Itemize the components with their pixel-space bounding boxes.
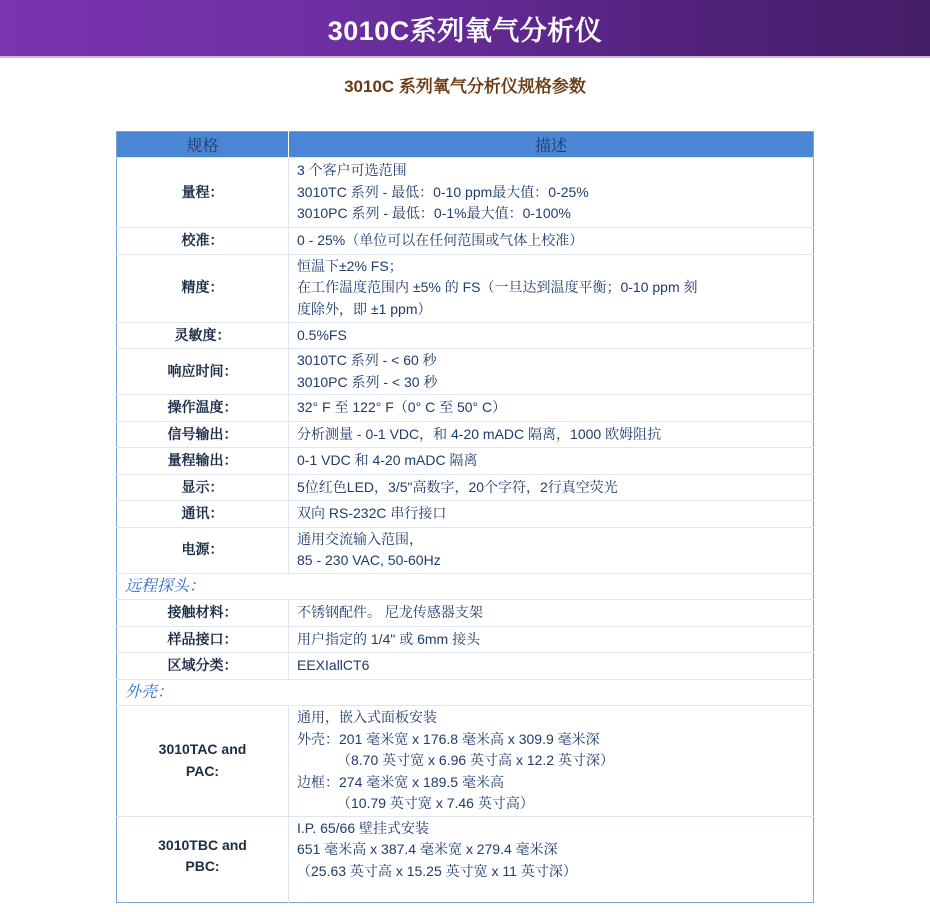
row-value <box>289 653 814 680</box>
table-row <box>117 254 814 322</box>
row-label: 操作温度： <box>117 395 289 422</box>
row-value <box>289 448 814 475</box>
page-title: 3010C系列氧气分析仪 <box>327 15 603 46</box>
header-description: 描述 <box>289 132 814 158</box>
value-line: 通用交流输入范围， <box>297 530 423 547</box>
value-line: 在工作温度范围内 ±5% 的 FS（一旦达到温度平衡；0-10 ppm 刻 <box>297 279 698 296</box>
value-line: 85 - 230 VAC, 50-60Hz <box>297 552 441 568</box>
value-line: 0 - 25%（单位可以在任何范围或气体上校准） <box>297 232 584 248</box>
row-value <box>289 395 814 422</box>
table-row <box>117 501 814 528</box>
row-value <box>289 501 814 528</box>
table-row <box>117 158 814 228</box>
section-row-enclosure <box>117 679 814 706</box>
value-line: 用户指定的 1/4" 或 6mm 接头 <box>297 630 481 647</box>
value-line: 3010PC 系列 - < 30 秒 <box>297 373 438 390</box>
value-line: 5位红色LED，3/5"高数字，20个字符，2行真空荧光 <box>297 478 618 495</box>
label-line: 3010TAC and <box>158 741 247 758</box>
row-label <box>117 706 289 817</box>
value-line: 0-1 VDC 和 4-20 mADC 隔离 <box>297 452 478 468</box>
row-label: 响应时间： <box>117 349 289 395</box>
row-value <box>289 322 814 349</box>
value-line: 3 个客户可选范围 <box>297 162 407 179</box>
table-row <box>117 322 814 349</box>
value-line: 双向 RS-232C 串行接口 <box>297 505 447 521</box>
label-line: 3010TBC and <box>158 836 247 853</box>
row-value <box>289 527 814 573</box>
value-line: 0.5%FS <box>297 326 347 343</box>
value-line: （25.63 英寸高 x 15.25 英寸宽 x 11 英寸深） <box>297 862 577 879</box>
row-value <box>289 706 814 817</box>
row-label <box>117 816 289 902</box>
title-banner <box>0 0 930 58</box>
spec-table <box>116 131 814 903</box>
table-row <box>117 349 814 395</box>
table-row <box>117 421 814 448</box>
row-value <box>289 349 814 395</box>
row-label: 通讯： <box>117 501 289 528</box>
spec-subtitle: 3010C 系列氧气分析仪规格参数 <box>344 77 586 96</box>
label-line: PBC: <box>185 858 220 874</box>
header-spec: 规格 <box>117 132 289 158</box>
row-label: 区域分类： <box>117 653 289 680</box>
section-heading: 远程探头： <box>117 573 814 600</box>
row-label: 灵敏度： <box>117 322 289 349</box>
row-value <box>289 158 814 228</box>
value-line: （8.70 英寸宽 x 6.96 英寸高 x 12.2 英寸深） <box>337 752 614 768</box>
value-line: 度除外，即 ±1 ppm） <box>297 300 432 317</box>
label-line: PAC: <box>185 762 220 779</box>
section-row-remote-probe <box>117 573 814 600</box>
row-value <box>289 228 814 255</box>
table-row <box>117 626 814 653</box>
table-row <box>117 816 814 902</box>
row-label: 量程： <box>117 158 289 228</box>
row-label: 样品接口： <box>117 626 289 653</box>
row-value <box>289 474 814 501</box>
value-line: 3010PC 系列 - 最低：0-1%最大值：0-100% <box>297 205 571 222</box>
row-label: 精度： <box>117 254 289 322</box>
value-line: 边框：274 毫米宽 x 189.5 毫米高 <box>297 773 504 790</box>
value-line: 3010TC 系列 - 最低：0-10 ppm最大值：0-25% <box>297 183 589 200</box>
table-row <box>117 228 814 255</box>
table-row <box>117 653 814 680</box>
value-line: 分析测量 - 0-1 VDC，和 4-20 mADC 隔离，1000 欧姆阻抗 <box>297 425 662 442</box>
table-row <box>117 600 814 627</box>
row-label: 量程输出： <box>117 448 289 475</box>
row-label: 电源： <box>117 527 289 573</box>
row-label: 校准： <box>117 228 289 255</box>
table-row <box>117 527 814 573</box>
row-label: 显示： <box>117 474 289 501</box>
value-line: I.P. 65/66 壁挂式安装 <box>297 819 430 836</box>
table-header-row <box>117 132 814 158</box>
row-label: 信号输出： <box>117 421 289 448</box>
row-value <box>289 816 814 902</box>
row-value <box>289 600 814 627</box>
value-line: 不锈钢配件。 尼龙传感器支架 <box>297 604 483 620</box>
table-row <box>117 474 814 501</box>
value-line: 651 毫米高 x 387.4 毫米宽 x 279.4 毫米深 <box>297 841 558 857</box>
table-row <box>117 395 814 422</box>
value-line: 恒温下±2% FS； <box>297 257 403 274</box>
table-row <box>117 706 814 817</box>
value-line: 3010TC 系列 - < 60 秒 <box>297 352 437 368</box>
row-value <box>289 626 814 653</box>
value-line: EEXIallCT6 <box>297 657 370 673</box>
row-value <box>289 421 814 448</box>
table-row <box>117 448 814 475</box>
row-label: 接触材料： <box>117 600 289 627</box>
value-line: 外壳：201 毫米宽 x 176.8 毫米高 x 309.9 毫米深 <box>297 730 600 747</box>
value-line: 32° F 至 122° F（0° C 至 50° C） <box>297 399 507 415</box>
value-line: （10.79 英寸宽 x 7.46 英寸高） <box>337 795 534 811</box>
row-value <box>289 254 814 322</box>
value-line: 通用，嵌入式面板安装 <box>297 709 437 725</box>
section-heading: 外壳： <box>117 679 814 706</box>
